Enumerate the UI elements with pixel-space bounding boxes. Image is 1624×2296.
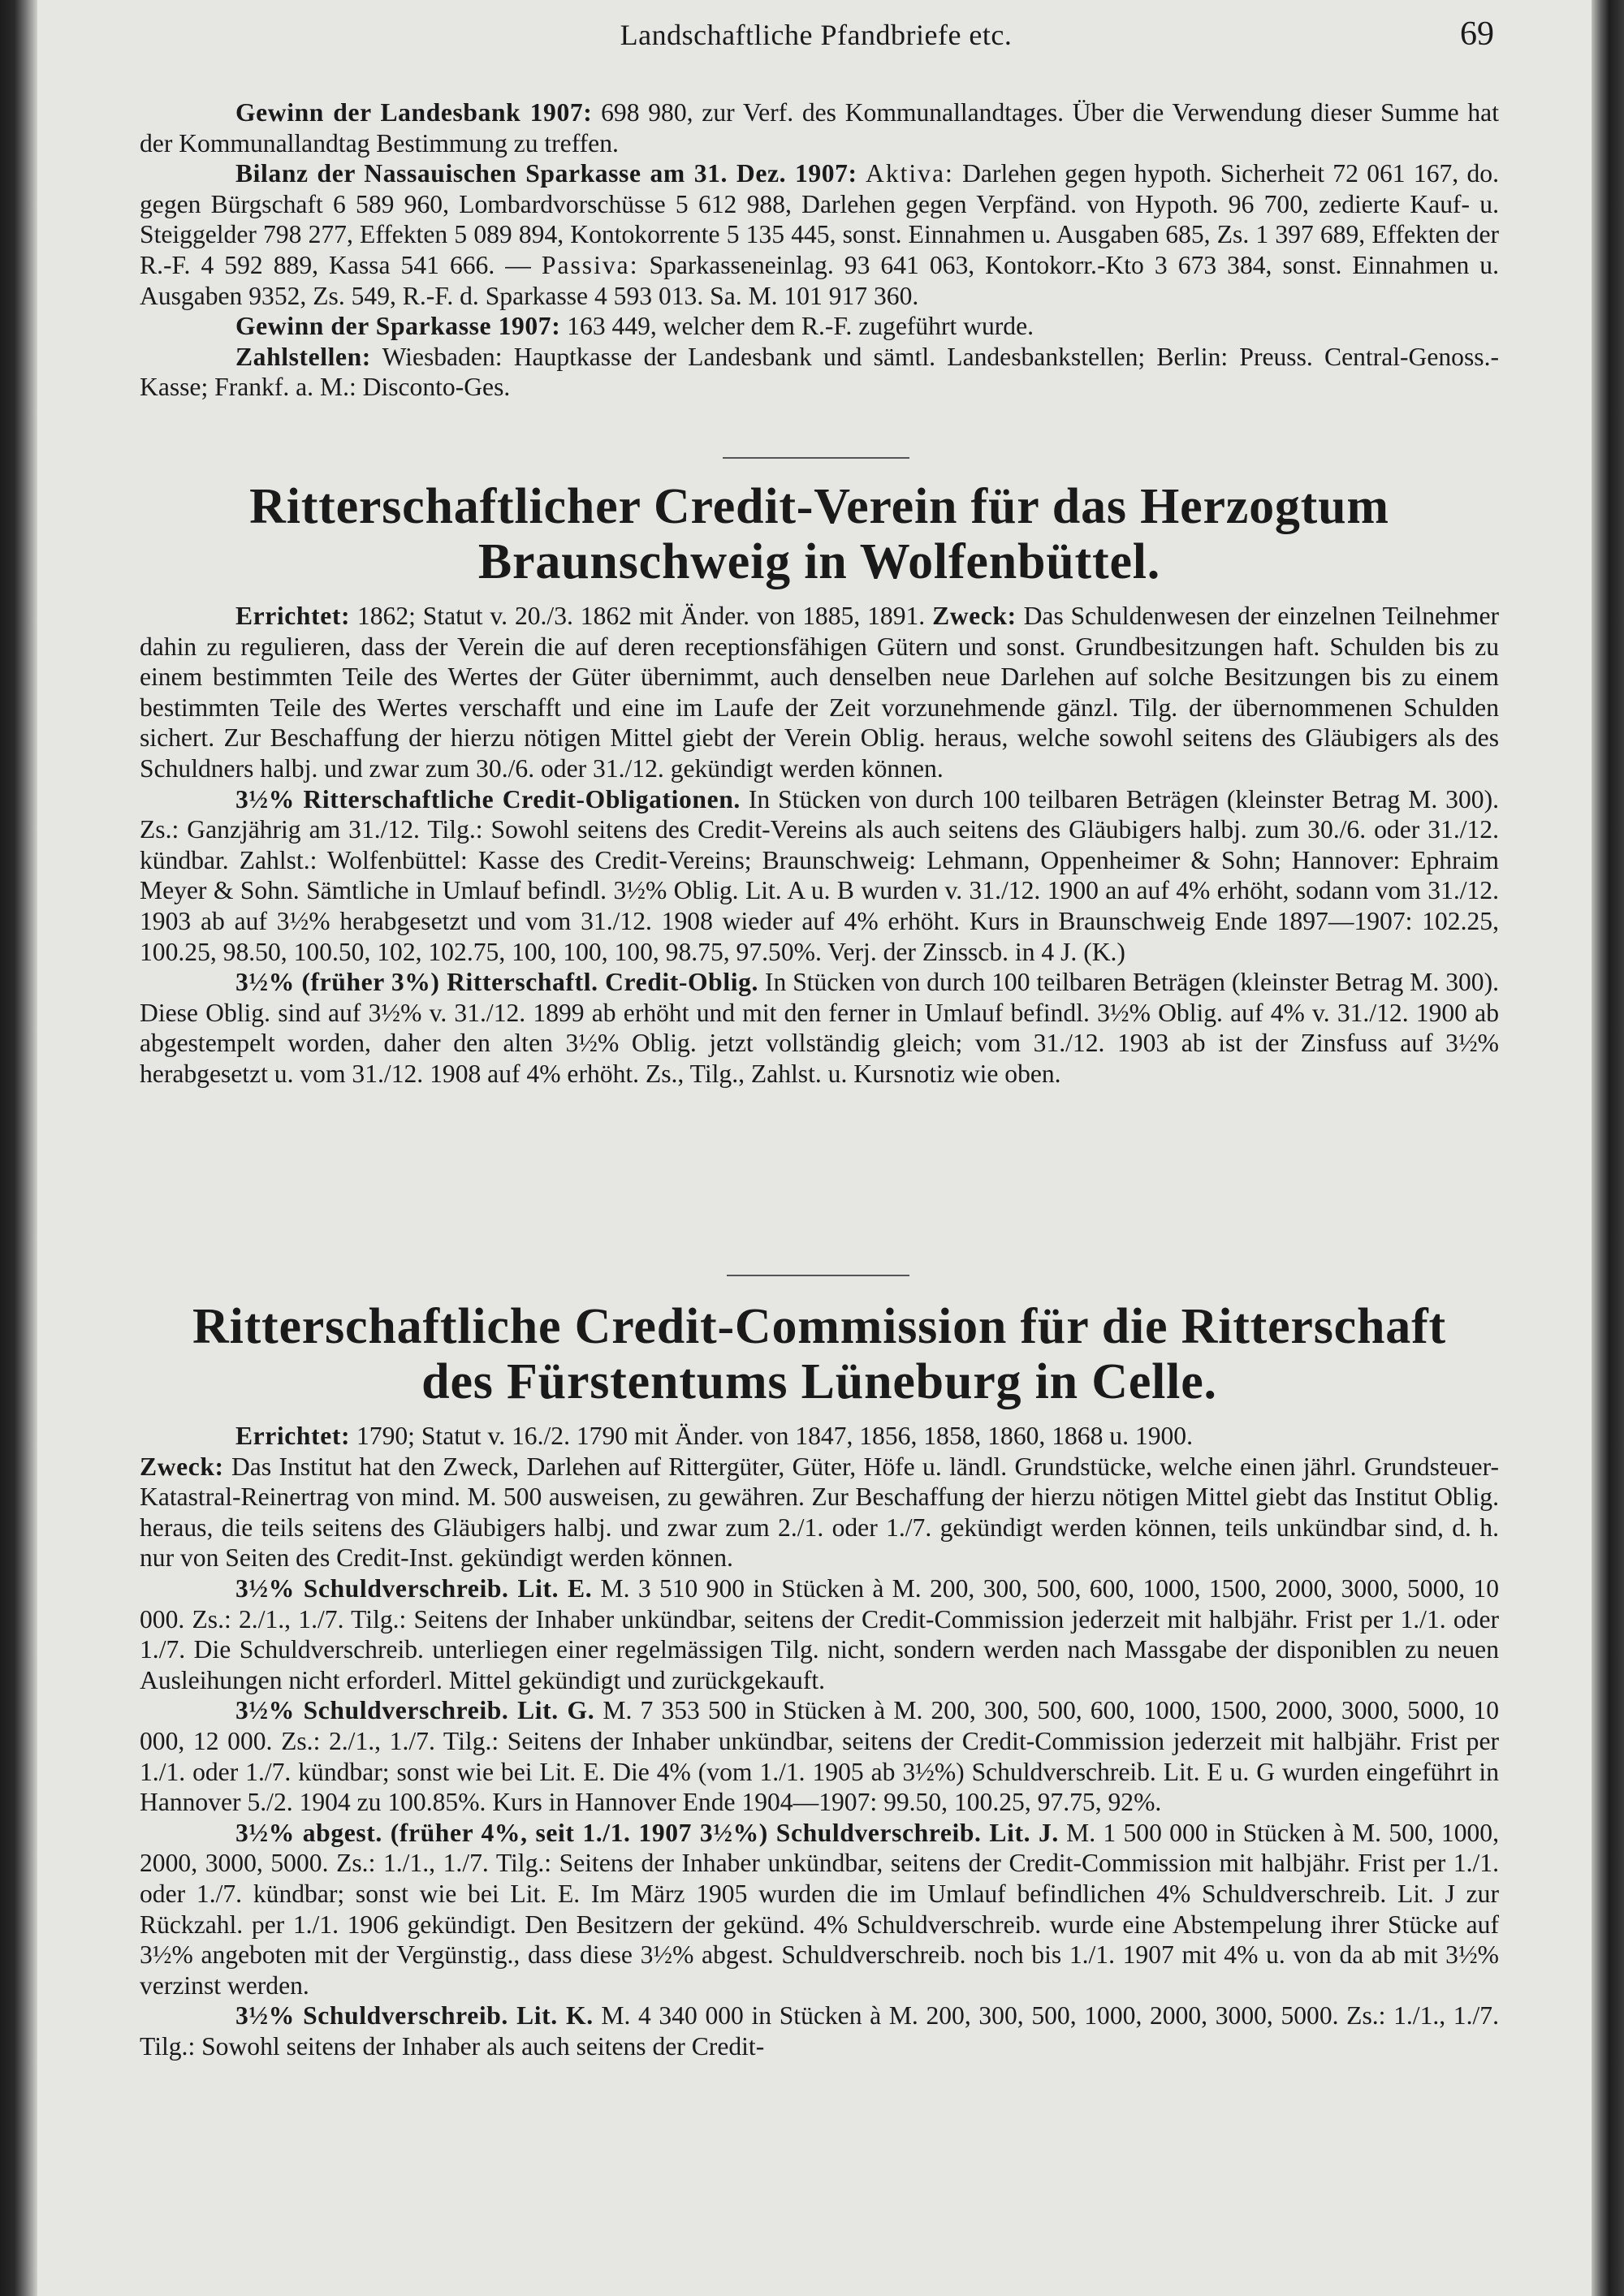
paragraph-label: 3½% (früher 3%) Ritterschaftl. Credit-Oblig.	[235, 968, 758, 997]
page-number: 69	[1460, 15, 1494, 53]
section-credit-commission	[140, 1299, 1499, 2061]
paragraph-text: In Stücken von durch 100 teilbaren Beträgen (kleinster Betrag M. 300). Diese Oblig. sind auf 3½% v. 31./12. 1899 ab erhöht und mit den ferner in Umlauf befindl. 3½% Oblig. auf 4% v. 31./12. 1900 ab abgestempelt worden, daher den alten 3½% Oblig. jetzt vollständig gleich; vom 31./12. 1903 ab ist der Zinsfuss auf 3½% herabgesetzt u. vom 31./12. 1908 auf 4% erhöht. Zs., Tilg., Zahlst. u. Kursnotiz wie oben.	[140, 968, 1499, 1088]
running-title: Landschaftliche Pfandbriefe etc.	[620, 19, 1013, 51]
passiva-label: Passiva:	[541, 250, 639, 279]
page-edge-shadow	[1592, 0, 1624, 2296]
paragraph-label: Zahlstellen:	[235, 342, 371, 371]
paragraph-label: Bilanz der Nassauischen Sparkasse am 31. Dez. 1907:	[235, 159, 857, 188]
paragraph-lit-j	[140, 1818, 1499, 2001]
section-title	[140, 1299, 1499, 1409]
section-divider	[727, 1275, 909, 1276]
section-title-line: des Fürstentums Lüneburg in Celle.	[421, 1354, 1217, 1409]
paragraph-text: Das Institut hat den Zweck, Darlehen auf Rittergüter, Güter, Höfe u. ländl. Grundstücke, welche einen jährl. Grundsteuer-Katastral-Reinertrag von mind. M. 500 ausweisen, zu gewähren. Zur Beschaffung der hierzu nötigen Mittel giebt das Institut Oblig. heraus, die teils seitens des Gläubigers halbj. und zwar zum 2./1. oder 1./7. gekündigt werden können, teils unkündbar sind, d. h. nur von Seiten des Credit-Inst. gekündigt werden können.	[140, 1452, 1499, 1573]
paragraph-label: Gewinn der Landesbank 1907:	[235, 98, 593, 127]
paragraph-credit-obligationen	[140, 784, 1499, 968]
paragraph-lit-e	[140, 1573, 1499, 1695]
paragraph-text: 1790; Statut v. 16./2. 1790 mit Änder. von 1847, 1856, 1858, 1860, 1868 u. 1900.	[350, 1422, 1193, 1450]
paragraph-label: Zweck:	[140, 1452, 224, 1481]
paragraph-text: In Stücken von durch 100 teilbaren Beträgen (kleinster Betrag M. 300). Zs.: Ganzjährig am 31./12. Tilg.: Sowohl seitens des Credit-Vereins als auch seitens des Gläubigers halbj. zum 30./6. oder 31./12. kündbar. Zahlst.: Wolfenbüttel: Kasse des Credit-Vereins; Braunschweig: Lehmann, Oppenheimer & Sohn; Hannover: Ephraim Meyer & Sohn. Sämtliche in Umlauf befindl. 3½% Oblig. Lit. A u. B wurden v. 31./12. 1900 an auf 4% erhöht, sodann vom 31./12. 1903 ab auf 3½% herabgesetzt und vom 31./12. 1908 wieder auf 4% erhöht. Kurs in Braunschweig Ende 1897—1907: 102.25, 100.25, 98.50, 100.50, 102, 102.75, 100, 100, 100, 98.75, 97.50%. Verj. der Zinsscb. in 4 J. (K.)	[140, 784, 1499, 966]
section-title-line: Braunschweig in Wolfenbüttel.	[477, 534, 1161, 589]
paragraph-gewinn-sparkasse	[140, 311, 1499, 342]
section-title	[140, 479, 1499, 589]
paragraph-text: M. 7 353 500 in Stücken à M. 200, 300, 500, 600, 1000, 1500, 2000, 3000, 5000, 10 000, 12 000. Zs.: 2./1., 1./7. Tilg.: Seitens der Inhaber unkündbar, seitens der Credit-Commission jederzeit mit halbjähr. Frist per 1./1. oder 1./7. kündbar; sonst wie bei Lit. E. Die 4% (vom 1./1. 1905 ab 3½%) Schuldverschreib. Lit. E u. G wurden eingeführt in Hannover 5./2. 1904 zu 100.85%. Kurs in Hannover Ende 1904—1907: 99.50, 100.25, 97.75, 92%.	[140, 1696, 1499, 1817]
paragraph-label: Errichtet:	[235, 1422, 351, 1450]
paragraph-text: Sparkasseneinlag. 93 641 063, Kontokorr.-Kto 3 673 384, sonst. Einnahmen u. Ausgaben 9352, Zs. 549, R.-F. d. Sparkasse 4 593 013. Sa. M. 101 917 360.	[140, 250, 1499, 310]
paragraph-text: Wiesbaden: Hauptkasse der Landesbank und sämtl. Landesbankstellen; Berlin: Preuss. Central-Genoss.-Kasse; Frankf. a. M.: Disconto-Ges.	[140, 342, 1499, 402]
book-binding-shadow	[0, 0, 37, 2296]
paragraph-label: 3½% Schuldverschreib. Lit. G.	[235, 1696, 595, 1725]
paragraph-label: 3½% Ritterschaftliche Credit-Obligationen.	[235, 784, 741, 814]
paragraph-credit-oblig	[140, 967, 1499, 1089]
paragraph-label: Zweck:	[932, 602, 1017, 630]
paragraph-text: M. 1 500 000 in Stücken à M. 500, 1000, 2000, 3000, 5000. Zs.: 1./1., 1./7. Tilg.: Seitens der Inhaber unkündbar, seitens der Credit-Commission mit halbjähr. Frist per 1./1. oder 1./7. kündbar; sonst wie bei Lit. E. Im März 1905 wurden die im Umlauf befindlichen 4% Schuldverschreib. Lit. J zur Rückzahl. per 1./1. 1906 gekündigt. Den Besitzern der gekünd. 4% Schuldverschreib. wurde eine Abstempelung ihrer Stücke auf 3½% angeboten mit der Vergünstig., dass diese 3½% abgest. Schuldverschreib. noch bis 1./1. 1907 mit 4% u. von da ab mit 3½% verzinst werden.	[140, 1818, 1499, 2000]
paragraph-bilanz-sparkasse	[140, 158, 1499, 311]
paragraph-errichtet	[140, 601, 1499, 784]
paragraph-zahlstellen	[140, 342, 1499, 403]
paragraph-label: 3½% Schuldverschreib. Lit. E.	[235, 1573, 593, 1603]
paragraph-lit-k	[140, 2000, 1499, 2061]
paragraph-label: Errichtet:	[235, 602, 351, 630]
paragraph-label: 3½% abgest. (früher 4%, seit 1./1. 1907 3½%) Schuldverschreib. Lit. J.	[235, 1818, 1059, 1847]
section-credit-verein	[140, 479, 1499, 1090]
aktiva-label: Aktiva:	[866, 159, 954, 188]
paragraph-errichtet	[140, 1421, 1499, 1573]
paragraph-text: M. 4 340 000 in Stücken à M. 200, 300, 500, 1000, 2000, 3000, 5000. Zs.: 1./1., 1./7. Tilg.: Sowohl seitens der Inhaber als auch seitens der Credit-	[140, 2001, 1499, 2061]
section-title-line: Ritterschaftliche Credit-Commission für die Ritterschaft	[192, 1299, 1446, 1354]
section-divider	[723, 457, 909, 459]
section-title-line: Ritterschaftlicher Credit-Verein für das Herzogtum	[249, 479, 1389, 534]
paragraph-label: Gewinn der Sparkasse 1907:	[235, 312, 561, 341]
paragraph-text: M. 3 510 900 in Stücken à M. 200, 300, 500, 600, 1000, 1500, 2000, 3000, 5000, 10 000. Zs.: 2./1., 1./7. Tilg.: Seitens der Inhaber unkündbar, seitens der Credit-Commission jederzeit mit halbjähr. Frist per 1./1. oder 1./7. Die Schuldverschreib. unterliegen einer regelmässigen Tilg. nicht, sondern werden nach Massgabe der disponiblen zu neuen Ausleihungen nicht erforderl. Mittel gekündigt und zurückgekauft.	[140, 1573, 1499, 1694]
top-section	[140, 97, 1499, 403]
paragraph-label: 3½% Schuldverschreib. Lit. K.	[235, 2001, 594, 2031]
paragraph-text: 698 980, zur Verf. des Kommunallandtages. Über die Verwendung dieser Summe hat der Kommunallandtag Bestimmung zu treffen.	[140, 98, 1499, 158]
paragraph-text: Darlehen gegen hypoth. Sicherheit 72 061 167, do. gegen Bürgschaft 6 589 960, Lombardvorschüsse 5 612 988, Darlehen gegen Verpfänd. von Hypoth. 96 700, zedierte Kauf- u. Steiggelder 798 277, Effekten 5 089 894, Kontokorrente 5 135 445, sonst. Einnahmen u. Ausgaben 685, Zs. 1 397 689, Effekten der R.-F. 4 592 889, Kassa 541 666. —	[140, 159, 1499, 279]
paragraph-gewinn-landesbank	[140, 97, 1499, 158]
paragraph-text: 163 449, welcher dem R.-F. zugeführt wurde.	[560, 312, 1034, 341]
page-header	[138, 15, 1494, 67]
paragraph-text: Das Schuldenwesen der einzelnen Teilnehmer dahin zu regulieren, dass der Verein die auf deren receptionsfähigen Gütern und sonst. Grundbesitzungen haft. Schulden bis zu einem bestimmten Teile des Wertes der Güter übernimmt, auch denselben neue Darlehen auf solche Besitzungen bis zu einem bestimmten Teile des Wertes verschafft und eine im Laufe der Zeit vorzunehmende gänzl. Tilg. der übernommenen Schulden sichert. Zur Beschaffung der hierzu nötigen Mittel giebt der Verein Oblig. heraus, welche sowohl seitens des Gläubigers als des Schuldners halbj. und zwar zum 30./6. oder 31./12. gekündigt werden können.	[140, 602, 1500, 783]
paragraph-text: 1862; Statut v. 20./3. 1862 mit Änder. von 1885, 1891.	[350, 602, 933, 630]
paragraph-lit-g	[140, 1695, 1499, 1817]
